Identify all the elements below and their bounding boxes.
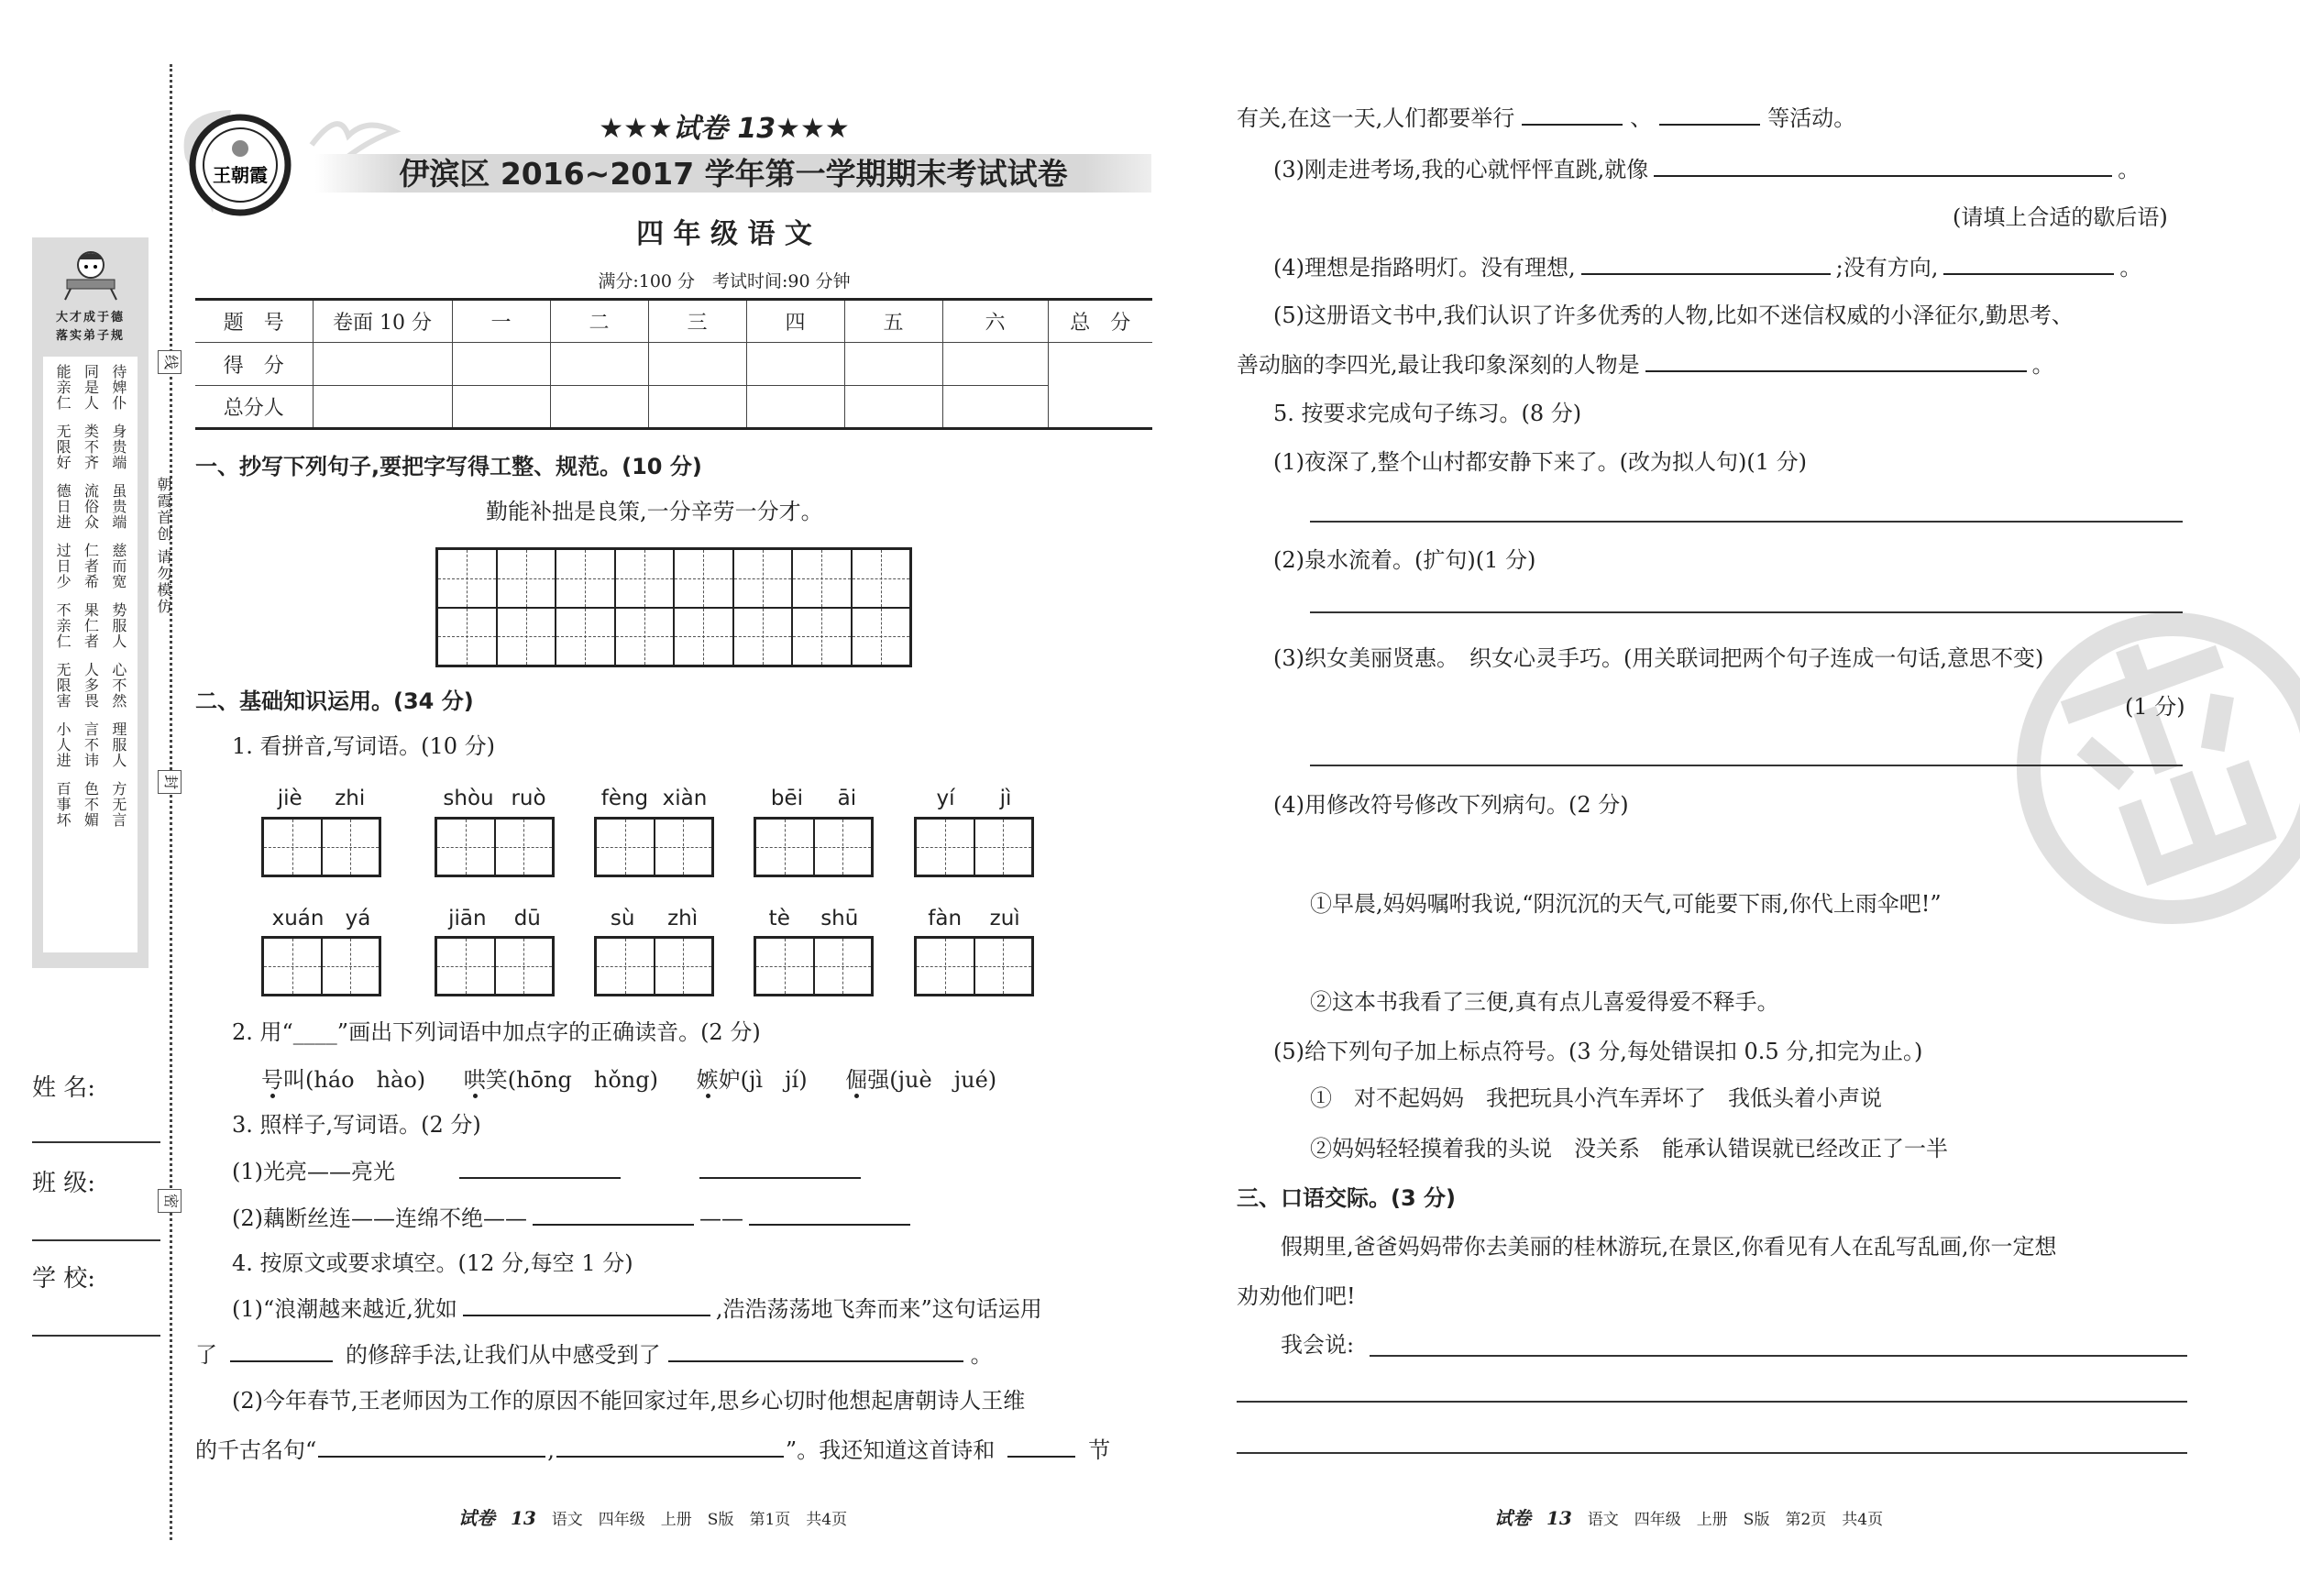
question-4-4: [1273, 253, 2141, 281]
pinyin-label: [754, 908, 874, 930]
answer-blank[interactable]: [318, 1436, 545, 1458]
writing-cell[interactable]: [674, 549, 733, 608]
poem-group: [49, 543, 132, 589]
writing-cell[interactable]: [322, 819, 380, 875]
question-4: 4. 按原文或要求填空。(12 分,每空 1 分): [232, 1250, 633, 1276]
writing-cell[interactable]: [615, 608, 675, 666]
text: 。: [2031, 352, 2054, 378]
pinyin-syllable: fàn: [928, 907, 963, 930]
poem-line: 同是人: [82, 364, 100, 411]
poem-line: 小人进: [54, 721, 72, 768]
answer-blank[interactable]: [699, 1157, 861, 1179]
writing-cell[interactable]: [674, 608, 733, 666]
text: 。: [2119, 255, 2142, 281]
writing-cell[interactable]: [974, 938, 1033, 995]
pinyin-syllable: xiàn: [662, 787, 708, 810]
writing-cell[interactable]: [436, 938, 495, 995]
question-3-2: [232, 1204, 916, 1232]
writing-cell[interactable]: [556, 549, 615, 608]
poem-line: 德日进: [54, 483, 72, 530]
watermark-stamp: [2017, 612, 2300, 924]
binding-mark: 封: [158, 770, 182, 794]
writing-cell[interactable]: [792, 549, 852, 608]
pinyin-label: [261, 787, 381, 809]
pinyin-label: [261, 908, 381, 930]
faulty-sentence-1: ①早晨,妈妈嘱咐我说,“阴沉沉的天气,可能要下雨,你代上雨伞吧!”: [1310, 891, 1942, 917]
poem-group: [49, 424, 132, 470]
pronunciation-item[interactable]: [261, 1067, 425, 1093]
text: 。: [970, 1342, 993, 1368]
answer-blank[interactable]: [230, 1340, 333, 1362]
score-cell[interactable]: [942, 343, 1048, 386]
answer-blank[interactable]: [459, 1157, 621, 1179]
writing-cell[interactable]: [263, 938, 322, 995]
poem-line: 色不媚: [82, 781, 100, 828]
table-header: 总 分: [1048, 300, 1152, 343]
table-header: 卷面 10 分: [313, 300, 452, 343]
question-4-2: (2)今年春节,王老师因为工作的原因不能回家过年,思乡心切时他想起唐朝诗人王维: [232, 1388, 1026, 1414]
table-row: [195, 300, 1152, 343]
question-5: 5. 按要求完成句子练习。(8 分): [1273, 401, 1582, 426]
score-cell[interactable]: [550, 343, 648, 386]
writing-cell[interactable]: [733, 608, 793, 666]
dotted-char: 嫉: [696, 1067, 719, 1093]
word-writing-box[interactable]: [754, 936, 874, 996]
faulty-sentence-2: ②这本书我看了三便,真有点儿喜爱得爱不释手。: [1310, 989, 1779, 1015]
pinyin-syllable: zhì: [667, 907, 699, 930]
writing-cell[interactable]: [814, 938, 873, 995]
copyright-note: 朝霞首创 请勿模仿: [155, 477, 172, 616]
answer-line[interactable]: [1310, 521, 2183, 523]
question-5-3-score: (1 分): [2125, 694, 2185, 720]
writing-cell[interactable]: [916, 819, 974, 875]
text: ,: [547, 1437, 555, 1463]
score-cell[interactable]: [452, 343, 550, 386]
writing-cell[interactable]: [755, 938, 814, 995]
q4-2-continued: [1237, 104, 1855, 132]
answer-blank[interactable]: [533, 1204, 694, 1226]
writing-cell[interactable]: [615, 549, 675, 608]
pinyin-syllable: āi: [837, 787, 857, 810]
pronunciation-item[interactable]: [464, 1067, 658, 1093]
student-reading-icon: [60, 247, 122, 302]
writing-cell[interactable]: [916, 938, 974, 995]
grader-cell[interactable]: [844, 386, 942, 429]
table-header: 四: [746, 300, 844, 343]
question-4-5-cont: [1237, 350, 2054, 379]
poem-line: 方无言: [109, 781, 127, 828]
pinyin-syllable: jiè: [277, 787, 303, 810]
table-header: 六: [942, 300, 1048, 343]
grader-cell[interactable]: [550, 386, 648, 429]
text: 了: [195, 1342, 217, 1368]
grader-cell[interactable]: [313, 386, 452, 429]
writing-cell[interactable]: [852, 608, 911, 666]
word-writing-box[interactable]: [261, 936, 381, 996]
score-cell[interactable]: [648, 343, 746, 386]
binding-mark: 密: [158, 1189, 182, 1213]
poem-line: 身贵端: [109, 424, 127, 470]
poem-group: [49, 721, 132, 768]
word-writing-box[interactable]: [914, 936, 1034, 996]
pinyin-label: [594, 908, 714, 930]
text: ;没有方向,: [1835, 255, 1939, 281]
answer-line[interactable]: [1370, 1355, 2187, 1357]
writing-cell[interactable]: [437, 608, 497, 666]
poem-line: 过日少: [54, 543, 72, 589]
pinyin-label: [435, 787, 555, 809]
poem-line: 理服人: [109, 721, 127, 768]
poem-line: 无限好: [54, 424, 72, 470]
example-text: (2)藕断丝连——连绵不绝——: [232, 1205, 527, 1231]
question-4-1-cont: [195, 1340, 993, 1369]
table-row: [195, 386, 1152, 429]
word-writing-box[interactable]: [435, 817, 555, 877]
section-3-title: 三、口语交际。(3 分): [1237, 1185, 1456, 1211]
pinyin-syllable: fèng: [600, 787, 649, 810]
poem-line: 类不齐: [82, 424, 100, 470]
poem-line: 势服人: [109, 602, 127, 649]
pinyin-label: [754, 787, 874, 809]
pinyin-syllable: yí: [936, 787, 955, 810]
dash: ——: [699, 1205, 743, 1231]
table-header: 二: [550, 300, 648, 343]
pinyin-label: [914, 787, 1034, 809]
poem-line: 待婢仆: [109, 364, 127, 411]
writing-cell[interactable]: [497, 549, 556, 608]
pinyin-label: [914, 908, 1034, 930]
text: 等活动。: [1767, 105, 1856, 131]
dotted-char: 倔: [845, 1067, 868, 1093]
writing-cell[interactable]: [655, 819, 713, 875]
poem-line: 无限害: [54, 662, 72, 709]
punctuation-sentence-2: ②妈妈轻轻摸着我的头说 没关系 能承认错误就已经改正了一半: [1310, 1136, 1948, 1161]
exam-info: 满分:100 分 考试时间:90 分钟: [598, 271, 851, 292]
table-header: 一: [452, 300, 550, 343]
page-1-footer: [458, 1503, 847, 1530]
poem-line: 不亲仁: [54, 602, 72, 649]
binding-dotted-line: [170, 64, 172, 1540]
writing-cell[interactable]: [974, 819, 1033, 875]
answer-blank[interactable]: [749, 1204, 910, 1226]
total-score-cell[interactable]: [1048, 343, 1152, 429]
pinyin-syllable: dū: [513, 907, 541, 930]
pinyin-syllable: shòu: [443, 787, 494, 810]
footer-info: 语文 四年级 上册 S版 第2页 共4页: [1587, 1511, 1884, 1529]
name-field[interactable]: [32, 1141, 160, 1143]
writing-cell[interactable]: [556, 608, 615, 666]
writing-cell[interactable]: [436, 819, 495, 875]
section-1-title: 一、抄写下列句子,要把字写得工整、规范。(10 分): [195, 454, 702, 479]
table-header: 三: [648, 300, 746, 343]
section-3-prompt: 假期里,爸爸妈妈带你去美丽的桂林游玩,在景区,你看见有人在乱写乱画,你一定想: [1281, 1234, 2057, 1260]
page-2-footer: [1494, 1503, 1883, 1530]
pinyin-syllable: yá: [345, 907, 371, 930]
dotted-char: 哄: [463, 1067, 486, 1093]
writing-cell[interactable]: [596, 819, 655, 875]
score-cell[interactable]: [746, 343, 844, 386]
row-label: 总分人: [195, 386, 313, 429]
writing-cell[interactable]: [755, 819, 814, 875]
pronunciation-items: [261, 1066, 996, 1094]
class-field[interactable]: [32, 1239, 160, 1241]
pinyin-syllable: sù: [610, 907, 635, 930]
poem-group: [49, 602, 132, 649]
answer-blank[interactable]: [463, 1294, 710, 1316]
answer-blank[interactable]: [1007, 1436, 1075, 1458]
grader-cell[interactable]: [648, 386, 746, 429]
dizigui-sidebar: [32, 237, 149, 968]
poem-line: 流俗众: [82, 483, 100, 530]
writing-cell[interactable]: [814, 819, 873, 875]
text: 、: [1630, 105, 1653, 131]
pinyin-syllable: xuán: [271, 907, 325, 930]
word-writing-box[interactable]: [261, 817, 381, 877]
name-label: 姓 名:: [32, 1074, 96, 1102]
footer-paper-no: 试卷 13: [458, 1507, 536, 1529]
table-header: 题 号: [195, 300, 313, 343]
pinyin-options: 强(juè jué): [867, 1067, 997, 1093]
poem-line: 百事坏: [54, 781, 72, 828]
question-4-1: [232, 1294, 1042, 1323]
pronunciation-item[interactable]: [697, 1067, 808, 1093]
school-field[interactable]: [32, 1335, 160, 1337]
table-row: [195, 343, 1152, 386]
example-text: (1)光亮——亮光: [232, 1159, 395, 1184]
pinyin-options: 妒(jì jí): [718, 1067, 808, 1093]
text: (4)理想是指路明灯。没有理想,: [1273, 255, 1576, 281]
poem-group: [49, 483, 132, 530]
word-writing-box[interactable]: [754, 817, 874, 877]
punctuation-sentence-1: ① 对不起妈妈 我把玩具小汽车弄坏了 我低头着小声说: [1310, 1085, 1882, 1111]
text: 善动脑的李四光,最让我印象深刻的人物是: [1237, 352, 1640, 378]
poem-group: [49, 781, 132, 828]
footer-paper-no: 试卷 13: [1494, 1507, 1572, 1529]
dotted-char: 号: [261, 1067, 283, 1093]
pinyin-options: 叫(háo hào): [283, 1067, 426, 1093]
answer-line[interactable]: [1237, 1452, 2187, 1454]
section-3-prompt-cont: 劝劝他们吧!: [1237, 1283, 1356, 1309]
pinyin-syllable: tè: [768, 907, 790, 930]
paper-number: ★★★试卷 13★★★: [599, 113, 850, 145]
poem-line: 仁者希: [82, 543, 100, 589]
writing-cell[interactable]: [733, 549, 793, 608]
answer-blank[interactable]: [668, 1340, 963, 1362]
question-5-2: (2)泉水流着。(扩句)(1 分): [1273, 547, 1536, 573]
question-5-4: (4)用修改符号修改下列病句。(2 分): [1273, 792, 1629, 818]
speak-label: 我会说:: [1281, 1332, 1355, 1358]
footer-info: 语文 四年级 上册 S版 第1页 共4页: [551, 1511, 848, 1529]
answer-line[interactable]: [1310, 611, 2183, 613]
text: 。: [2118, 157, 2140, 182]
poem-group: [49, 662, 132, 709]
answer-blank[interactable]: [1581, 253, 1831, 275]
grader-cell[interactable]: [746, 386, 844, 429]
text: 的修辞手法,让我们从中感受到了: [346, 1342, 661, 1368]
question-4-3: [1273, 155, 2140, 183]
writing-cell[interactable]: [495, 819, 554, 875]
word-writing-box[interactable]: [914, 817, 1034, 877]
pronunciation-item[interactable]: [845, 1067, 996, 1093]
wangzhaoxia-logo: [176, 103, 314, 222]
score-table: [195, 298, 1152, 430]
writing-cell[interactable]: [497, 608, 556, 666]
motto-line: 落实弟子规: [55, 329, 125, 343]
word-writing-box[interactable]: [435, 936, 555, 996]
class-label: 班 级:: [32, 1170, 96, 1197]
poem-line: 果仁者: [82, 602, 100, 649]
poem-line: 慈而宽: [109, 543, 127, 589]
exam-title: 伊滨区 2016~2017 学年第一学期期末考试试卷: [399, 156, 1068, 192]
poem-line: 人多畏: [82, 662, 100, 709]
binding-mark: 线: [158, 350, 182, 374]
copy-sentence: 勤能补拙是良策,一分辛劳一分才。: [486, 499, 823, 524]
pinyin-syllable: shū: [820, 907, 859, 930]
writing-cell[interactable]: [322, 938, 380, 995]
answer-blank[interactable]: [1943, 253, 2114, 275]
dizigui-poem: [43, 357, 138, 952]
poem-line: 心不然: [109, 662, 127, 709]
motto-line: 大才成于德: [55, 311, 125, 325]
pinyin-syllable: jiān: [448, 907, 487, 930]
question-3-1: [232, 1157, 866, 1185]
pinyin-syllable: jì: [999, 787, 1012, 810]
copy-writing-grid[interactable]: [435, 547, 912, 667]
question-5-5: (5)给下列句子加上标点符号。(3 分,每处错误扣 0.5 分,扣完为止。): [1273, 1039, 1923, 1064]
grader-cell[interactable]: [942, 386, 1048, 429]
writing-cell[interactable]: [495, 938, 554, 995]
pinyin-syllable: zhi: [335, 787, 366, 810]
school-label: 学 校:: [32, 1265, 96, 1293]
question-2: 2. 用“____”画出下列词语中加点字的正确读音。(2 分): [232, 1019, 761, 1045]
pinyin-label: [594, 787, 714, 809]
answer-blank[interactable]: [1654, 155, 2112, 177]
word-writing-box[interactable]: [594, 936, 714, 996]
text: ,浩浩荡荡地飞奔而来”这句话运用: [715, 1296, 1042, 1322]
question-1: 1. 看拼音,写词语。(10 分): [232, 733, 496, 759]
row-label: 得 分: [195, 343, 313, 386]
score-cell[interactable]: [313, 343, 452, 386]
grader-cell[interactable]: [452, 386, 550, 429]
pinyin-syllable: ruò: [511, 787, 546, 810]
score-cell[interactable]: [844, 343, 942, 386]
writing-cell[interactable]: [263, 819, 322, 875]
writing-cell[interactable]: [596, 938, 655, 995]
answer-blank[interactable]: [1645, 350, 2027, 372]
answer-line[interactable]: [1237, 1401, 2187, 1403]
question-5-3: (3)织女美丽贤惠。 织女心灵手巧。(用关联词把两个句子连成一句话,意思不变): [1273, 645, 2044, 671]
text: ”。我还知道这首诗和: [785, 1437, 996, 1463]
pinyin-label: [435, 908, 555, 930]
subject-title: 四 年 级 语 文: [636, 218, 812, 250]
logo-text: 王朝霞: [213, 164, 268, 186]
section-2-title: 二、基础知识运用。(34 分): [195, 688, 474, 714]
writing-cell[interactable]: [437, 549, 497, 608]
question-4-3-hint: (请填上合适的歇后语): [1953, 204, 2168, 230]
question-4-2-cont: [195, 1436, 1110, 1464]
word-writing-box[interactable]: [594, 817, 714, 877]
text: 有关,在这一天,人们都要举行: [1237, 105, 1515, 131]
poem-line: 言不讳: [82, 721, 100, 768]
poem-line: 能亲仁: [54, 364, 72, 411]
writing-cell[interactable]: [655, 938, 713, 995]
question-5-1: (1)夜深了,整个山村都安静下来了。(改为拟人句)(1 分): [1273, 449, 1807, 475]
answer-blank[interactable]: [1659, 104, 1760, 126]
answer-blank[interactable]: [1522, 104, 1623, 126]
pinyin-syllable: zuì: [989, 907, 1020, 930]
text: (3)刚走进考场,我的心就怦怦直跳,就像: [1273, 157, 1649, 182]
answer-blank[interactable]: [556, 1436, 784, 1458]
text: 的千古名句“: [195, 1437, 317, 1463]
pinyin-syllable: bēi: [770, 787, 803, 810]
text: 节: [1088, 1437, 1111, 1463]
question-3: 3. 照样子,写词语。(2 分): [232, 1112, 481, 1138]
writing-cell[interactable]: [792, 608, 852, 666]
table-header: 五: [844, 300, 942, 343]
text: (1)“浪潮越来越近,犹如: [232, 1296, 457, 1322]
question-4-5: (5)这册语文书中,我们认识了许多优秀的人物,比如不迷信权威的小泽征尔,勤思考、: [1273, 303, 2074, 328]
answer-line[interactable]: [1310, 765, 2183, 766]
writing-cell[interactable]: [852, 549, 911, 608]
pinyin-options: 笑(hōng hǒng): [485, 1067, 658, 1093]
poem-group: [49, 364, 132, 411]
poem-line: 虽贵端: [109, 483, 127, 530]
